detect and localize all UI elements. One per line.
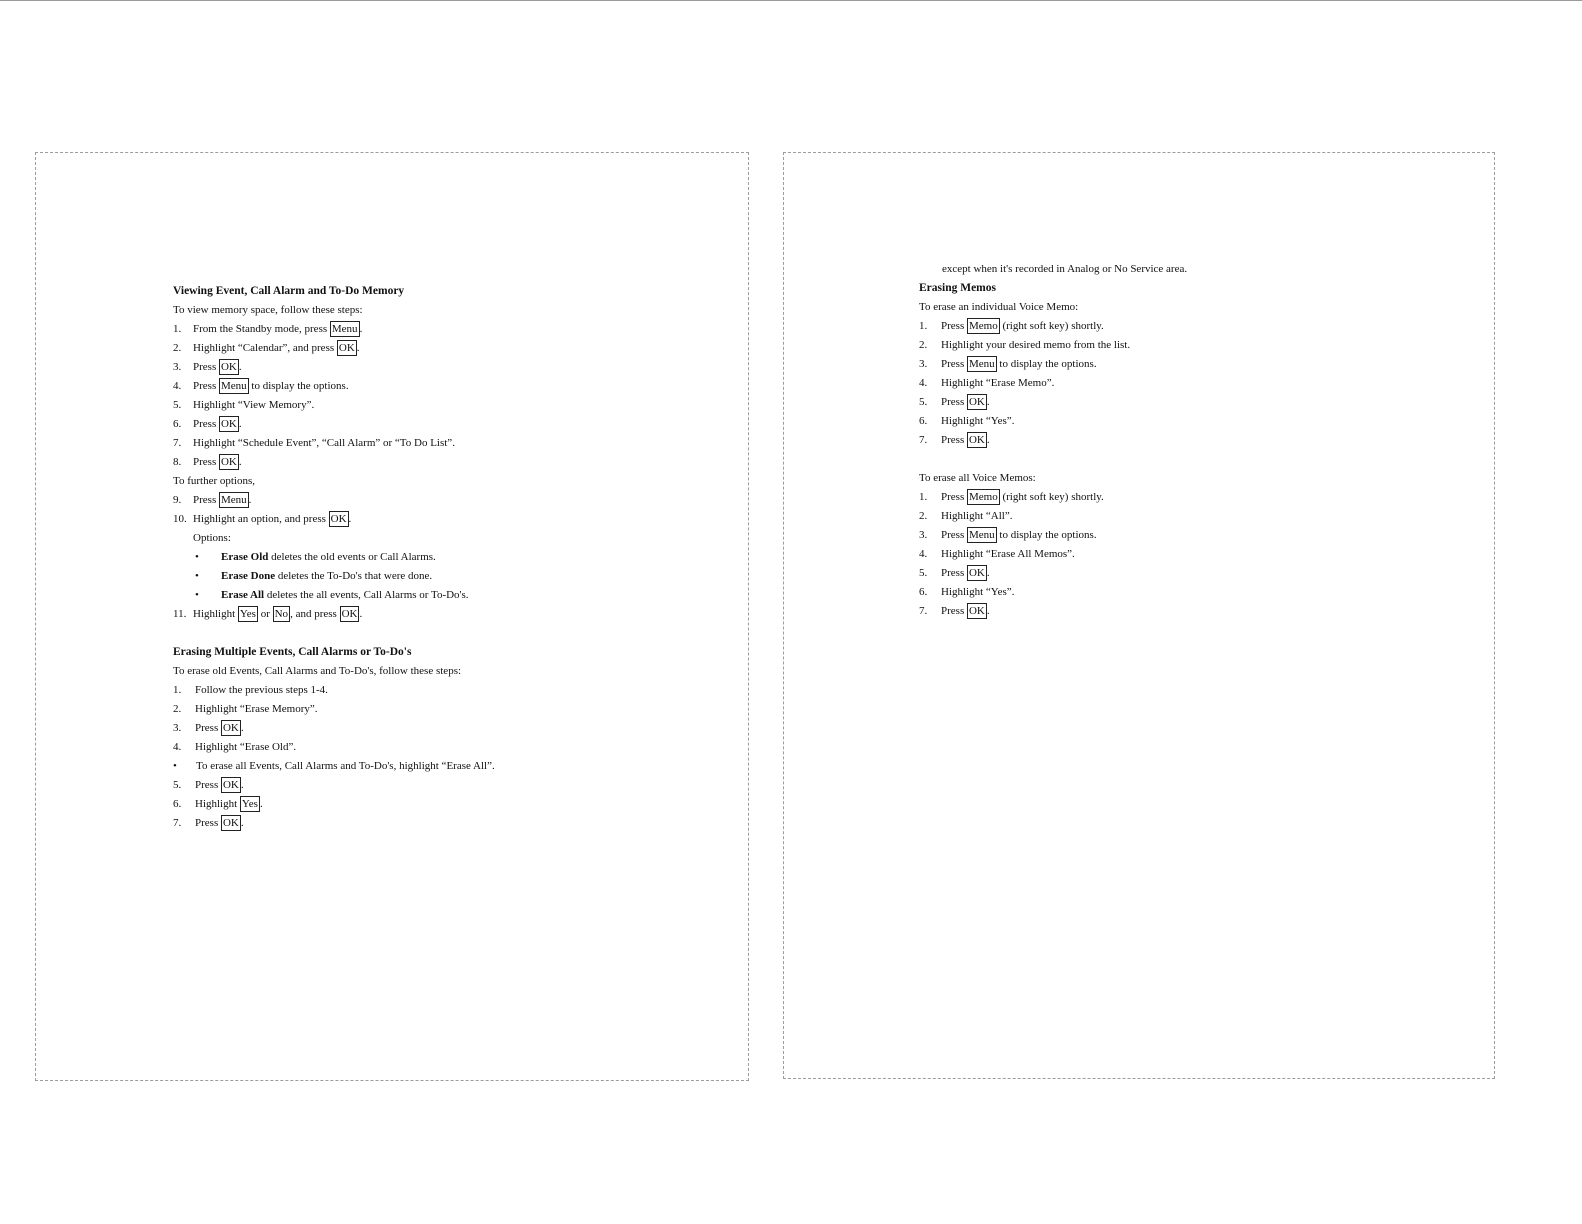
ok-key-label: OK xyxy=(330,513,347,525)
list-item: 3. Press OK . xyxy=(173,722,244,734)
section-heading-erasing-events: Erasing Multiple Events, Call Alarms or To-Do's xyxy=(173,646,412,658)
intro-text: To view memory space, follow these steps: xyxy=(173,304,363,316)
intro-text: To erase old Events, Call Alarms and To-Do's, follow these steps: xyxy=(173,665,462,677)
list-item: 2. Highlight “All”. xyxy=(919,510,1013,522)
menu-key-label: Menu xyxy=(220,494,247,506)
list-item: 1. Press Memo (right soft key) shortly. xyxy=(919,491,1104,503)
list-item: 4. Highlight “Erase All Memos”. xyxy=(919,548,1075,560)
memo-key-label: Memo xyxy=(968,320,998,332)
list-item: 9. Press Menu . xyxy=(173,494,252,506)
ok-key-label: OK xyxy=(220,361,237,373)
list-item-bullet: • To erase all Events, Call Alarms and To-Do's, highlight “Erase All”. xyxy=(173,757,713,776)
ok-key-label: OK xyxy=(341,608,358,620)
menu-key-label: Menu xyxy=(968,358,995,370)
list-item: 2. Highlight “Calendar”, and press OK . xyxy=(173,342,360,354)
list-item: 6. Highlight “Yes”. xyxy=(919,586,1015,598)
list-item: 3. Press Menu to display the options. xyxy=(919,358,1097,370)
list-item: 4. Highlight “Erase Memo”. xyxy=(919,377,1055,389)
option-item: • Erase Old deletes the old events or Call Alarms. xyxy=(173,548,713,567)
ok-key-label: OK xyxy=(338,342,355,354)
menu-key-label: Menu xyxy=(220,380,247,392)
menu-key-label: Menu xyxy=(331,323,358,335)
intro-text: To erase an individual Voice Memo: xyxy=(919,301,1079,313)
list-item: 5. Press OK . xyxy=(173,779,244,791)
list-item: 4. Highlight “Erase Old”. xyxy=(173,741,297,753)
list-item: 11. Highlight Yes or No , and press OK . xyxy=(173,608,363,620)
ok-key-label: OK xyxy=(968,567,985,579)
list-item: 7. Press OK . xyxy=(173,817,244,829)
section-heading-viewing: Viewing Event, Call Alarm and To-Do Memory xyxy=(173,285,405,297)
list-item: 1. Follow the previous steps 1-4. xyxy=(173,684,328,696)
ok-key-label: OK xyxy=(222,779,239,791)
list-item: 10. Highlight an option, and press OK . xyxy=(173,513,352,525)
yes-key-label: Yes xyxy=(241,798,258,810)
yes-key-label: Yes xyxy=(239,608,256,620)
intro-text: To erase all Voice Memos: xyxy=(919,472,1036,484)
list-item: 1. Press Memo (right soft key) shortly. xyxy=(919,320,1104,332)
view-steps-list xyxy=(173,320,713,472)
no-key-label: No xyxy=(274,608,289,620)
list-item: 7. Highlight “Schedule Event”, “Call Alarm” or “To Do List”. xyxy=(173,437,455,449)
ok-key-label: OK xyxy=(968,434,985,446)
top-border-rule xyxy=(0,0,1582,1)
list-item: 7. Press OK . xyxy=(919,605,990,617)
bullet-icon: • xyxy=(195,570,199,582)
options-label: Options: xyxy=(193,532,231,544)
list-item: 5. Highlight “View Memory”. xyxy=(173,399,315,411)
ok-key-label: OK xyxy=(220,456,237,468)
list-item: 5. Press OK . xyxy=(919,396,990,408)
further-options-text: To further options, xyxy=(173,475,256,487)
left-page-content xyxy=(173,282,713,833)
spacer xyxy=(173,624,713,643)
list-item: 7. Press OK . xyxy=(919,434,990,446)
section-heading-erasing-memos: Erasing Memos xyxy=(919,282,996,294)
list-item: 6. Highlight Yes . xyxy=(173,798,263,810)
list-item: 4. Press Menu to display the options. xyxy=(173,380,349,392)
spacer xyxy=(919,450,1439,469)
option-item: • Erase Done deletes the To-Do's that were done. xyxy=(173,567,713,586)
memo-key-label: Memo xyxy=(968,491,998,503)
bullet-icon: • xyxy=(195,551,199,563)
bullet-icon: • xyxy=(195,589,199,601)
list-item: 6. Press OK . xyxy=(173,418,242,430)
right-page-content xyxy=(919,260,1439,621)
list-item: 3. Press OK . xyxy=(173,361,242,373)
ok-key-label: OK xyxy=(968,396,985,408)
continuation-text: except when it's recorded in Analog or No Service area. xyxy=(942,263,1188,275)
list-item: 2. Highlight your desired memo from the list. xyxy=(919,339,1131,351)
ok-key-label: OK xyxy=(222,722,239,734)
ok-key-label: OK xyxy=(220,418,237,430)
list-item: 1. From the Standby mode, press Menu . xyxy=(173,323,363,335)
bullet-icon: • xyxy=(173,760,177,772)
ok-key-label: OK xyxy=(968,605,985,617)
list-item: 3. Press Menu to display the options. xyxy=(919,529,1097,541)
list-item: 8. Press OK . xyxy=(173,456,242,468)
option-item: • Erase All deletes the all events, Call Alarms or To-Do's. xyxy=(173,586,713,605)
ok-key-label: OK xyxy=(222,817,239,829)
list-item: 5. Press OK . xyxy=(919,567,990,579)
list-item: 6. Highlight “Yes”. xyxy=(919,415,1015,427)
menu-key-label: Menu xyxy=(968,529,995,541)
list-item: 2. Highlight “Erase Memory”. xyxy=(173,703,318,715)
